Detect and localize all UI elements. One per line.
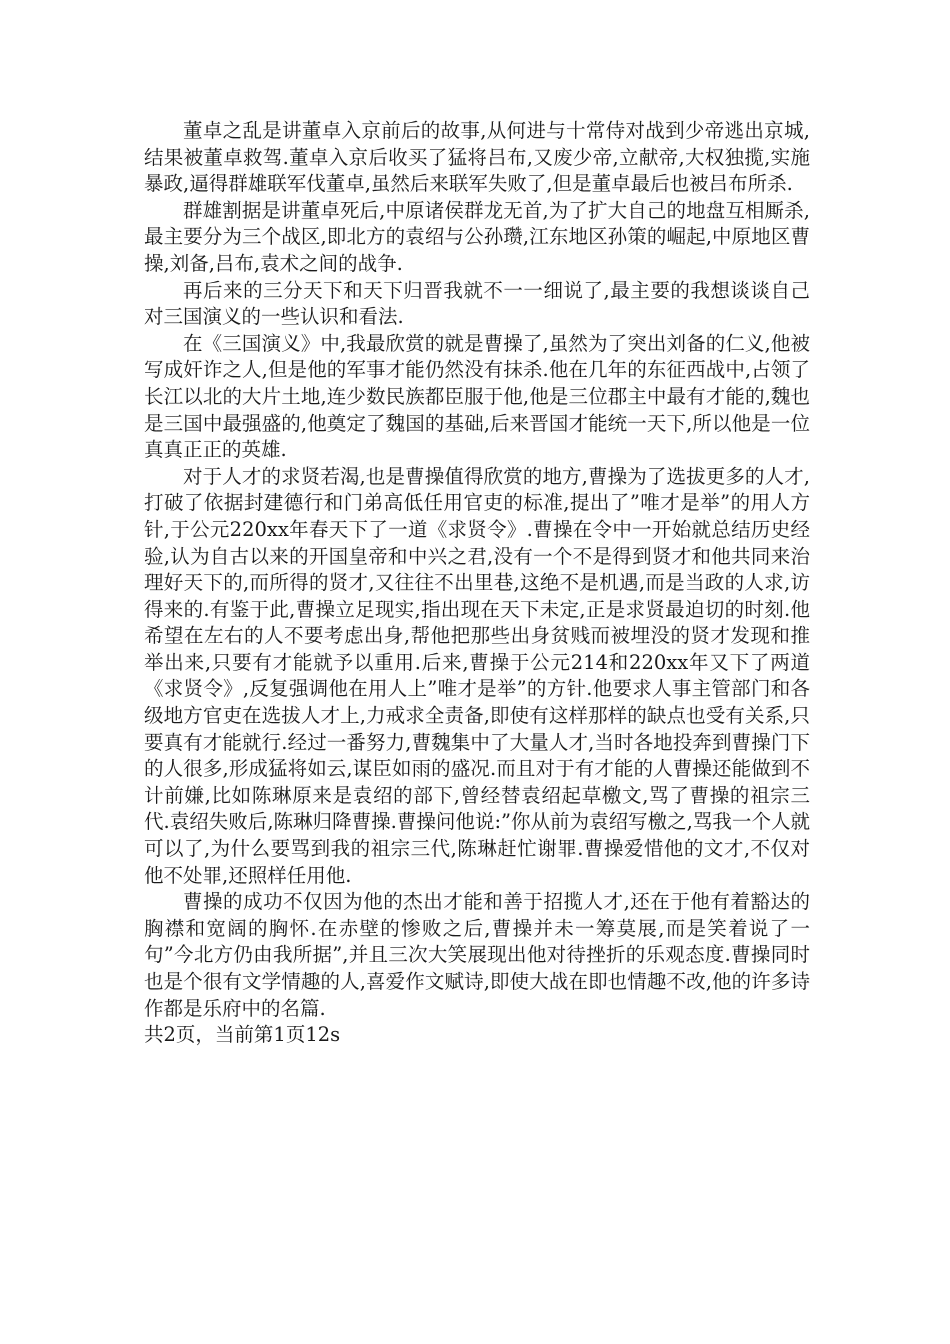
paragraph-cao-cao-character: 曹操的成功不仅因为他的杰出才能和善于招揽人才,还在于他有着豁达的胸襟和宽阔的胸怀.在赤壁的惨败之后,曹操并未一筹莫展,而是笑着说了一句”今北方仍由我所据”,并且三次大笑展现出他对待挫折的乐观态度.曹操同时也是个很有文学情趣的人,喜爱作文赋诗,即使大战在即也情趣不改,他的许多诗作都是乐府中的名篇.	[144, 890, 810, 1020]
document-body	[144, 118, 810, 1049]
paragraph-talent-seeking: 对于人才的求贤若渴,也是曹操值得欣赏的地方,曹操为了选拔更多的人才,打破了依据封建德行和门弟高低任用官吏的标准,提出了”唯才是举”的用人方针,于公元220xx年春天下了一道《求贤令》.曹操在令中一开始就总结历史经验,认为自古以来的开国皇帝和中兴之君,没有一个不是得到贤才和他共同来治理好天下的,而所得的贤才,又往往不出里巷,这绝不是机遇,而是当政的人求,访得来的.有鉴于此,曹操立足现实,指出现在天下未定,正是求贤最迫切的时刻.他希望在左右的人不要考虑出身,帮他把那些出身贫贱而被埋没的贤才发现和推举出来,只要有才能就予以重用.后来,曹操于公元214和220xx年又下了两道《求贤令》,反复强调他在用人上”唯才是举”的方针.他要求人事主管部门和各级地方官吏在选拔人才上,力戒求全责备,即使有这样那样的缺点也受有关系,只要真有才能就行.经过一番努力,曹魏集中了大量人才,当时各地投奔到曹操门下的人很多,形成猛将如云,谋臣如雨的盛况.而且对于有才能的人曹操还能做到不计前嫌,比如陈琳原来是袁绍的部下,曾经替袁绍起草檄文,骂了曹操的祖宗三代.袁绍失败后,陈琳归降曹操.曹操问他说:”你从前为袁绍写檄之,骂我一个人就可以了,为什么要骂到我的祖宗三代,陈琳赶忙谢罪.曹操爱惜他的文才,不仅对他不处罪,还照样任用他.	[144, 464, 810, 887]
paragraph-warlords: 群雄割据是讲董卓死后,中原诸侯群龙无首,为了扩大自己的地盘互相厮杀,最主要分为三个战区,即北方的袁绍与公孙瓒,江东地区孙策的崛起,中原地区曹操,刘备,吕布,袁术之间的战争.	[144, 198, 810, 275]
paragraph-dongzhuo-chaos: 董卓之乱是讲董卓入京前后的故事,从何进与十常侍对战到少帝逃出京城,结果被董卓救驾.董卓入京后收买了猛将吕布,又废少帝,立献帝,大权独揽,实施暴政,逼得群雄联军伐董卓,虽然后来联军失败了,但是董卓最后也被吕布所杀.	[144, 119, 810, 196]
page-footer: 共2页，当前第1页12s	[144, 1023, 341, 1047]
paragraph-three-kingdoms: 再后来的三分天下和天下归晋我就不一一细说了,最主要的我想谈谈自己对三国演义的一些认识和看法.	[144, 278, 810, 329]
paragraph-cao-cao-hero: 在《三国演义》中,我最欣赏的就是曹操了,虽然为了突出刘备的仁义,他被写成奸诈之人,但是他的军事才能仍然没有抹杀.他在几年的东征西战中,占领了长江以北的大片土地,连少数民族都臣服于他,他是三位郡主中最有才能的,魏也是三国中最强盛的,他奠定了魏国的基础,后来晋国才能统一天下,所以他是一位真真正正的英雄.	[144, 331, 810, 462]
